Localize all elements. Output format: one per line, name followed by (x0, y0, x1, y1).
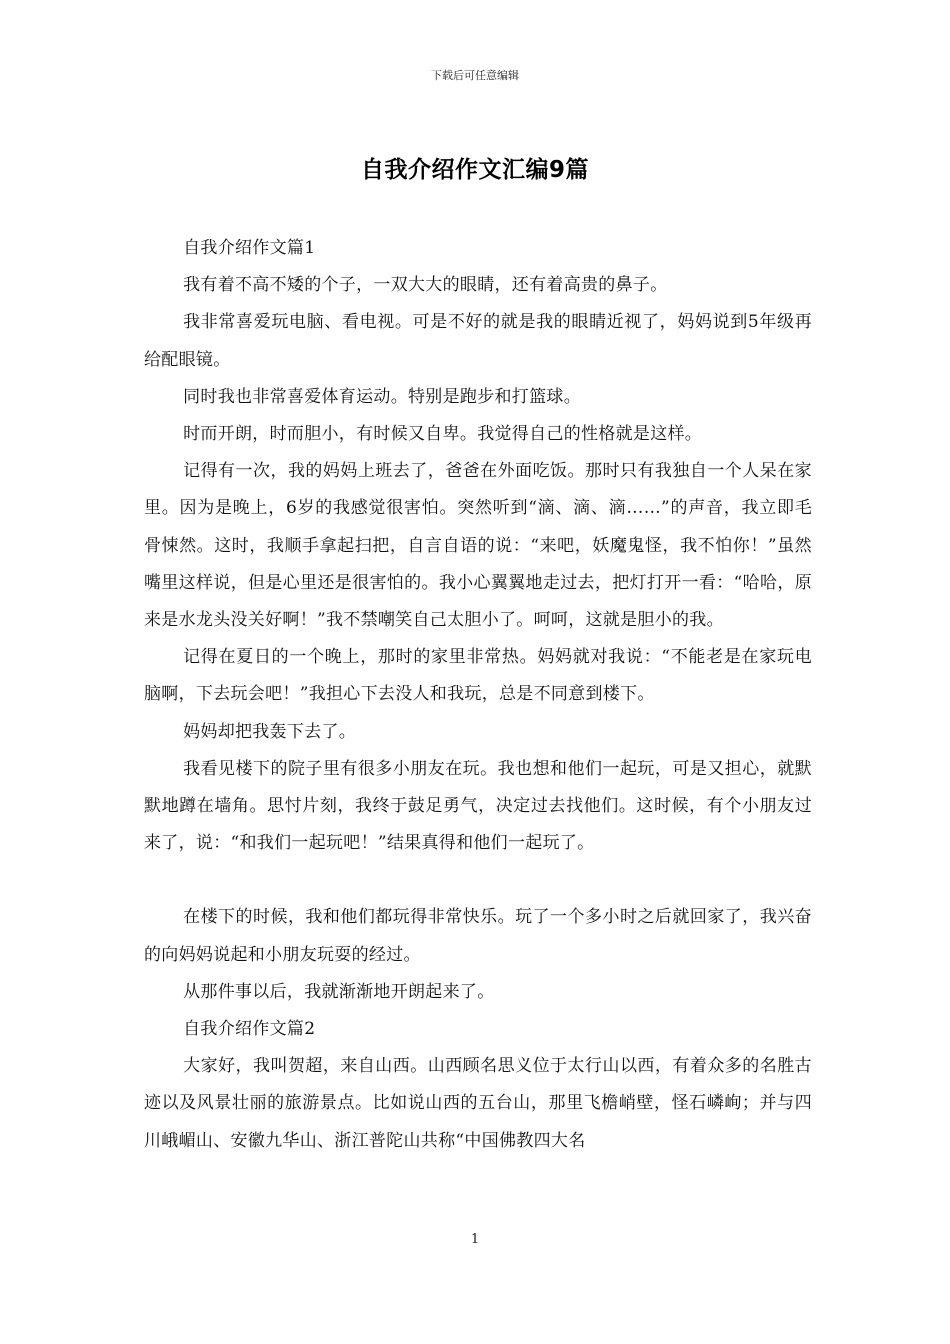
section-heading: 自我介绍作文篇2 (183, 1019, 316, 1040)
body-paragraph: 我有着不高不矮的个子，一双大大的眼睛，还有着高贵的鼻子。 (183, 275, 668, 296)
section-heading: 自我介绍作文篇1 (183, 238, 316, 258)
document-body (144, 230, 812, 1160)
body-paragraph: 我看见楼下的院子里有很多小朋友在玩。我也想和他们一起玩，可是又担心，就默默地蹲在墙角。思忖片刻，我终于鼓足勇气，决定过去找他们。这时候，有个小朋友过来了，说：“和我们一起玩吧！”结果真得和他们一起玩了。 (144, 758, 812, 854)
body-paragraph: 妈妈却把我轰下去了。 (183, 721, 357, 742)
body-paragraph: 记得在夏日的一个晚上，那时的家里非常热。妈妈就对我说：“不能老是在家玩电脑啊，下去玩会吧！”我担心下去没人和我玩，总是不同意到楼下。 (144, 647, 812, 705)
document-title: 自我介绍作文汇编9篇 (360, 157, 589, 183)
body-paragraph: 同时我也非常喜爱体育运动。特别是跑步和打篮球。 (183, 386, 581, 407)
page-number: 1 (470, 1232, 480, 1247)
body-paragraph: 时而开朗，时而胆小，有时候又自卑。我觉得自己的性格就是这样。 (183, 424, 703, 445)
body-paragraph: 在楼下的时候，我和他们都玩得非常快乐。玩了一个多小时之后就回家了，我兴奋的向妈妈说起和小朋友玩耍的经过。 (144, 907, 812, 965)
header-note: 下载后可任意编辑 (431, 69, 519, 82)
body-paragraph: 从那件事以后，我就渐渐地开朗起来了。 (183, 981, 495, 1002)
body-paragraph: 记得有一次，我的妈妈上班去了，爸爸在外面吃饭。那时只有我独自一个人呆在家里。因为是晚上，6岁的我感觉很害怕。突然听到“滴、滴、滴……”的声音，我立即毛骨悚然。这时，我顺手拿起扫把，自言自语的说：“来吧，妖魔鬼怪，我不怕你！”虽然嘴里这样说，但是心里还是很害怕的。我小心翼翼地走过去，把灯打开一看：“哈哈，原来是水龙头没关好啊！”我不禁嘲笑自己太胆小了。呵呵，这就是胆小的我。 (144, 461, 812, 631)
body-paragraph: 大家好，我叫贺超，来自山西。山西顾名思义位于太行山以西，有着众多的名胜古迹以及风景壮丽的旅游景点。比如说山西的五台山，那里飞檐峭壁，怪石嶙峋；并与四川峨嵋山、安徽九华山、浙江普陀山共称“中国佛教四大名 (144, 1056, 812, 1151)
body-paragraph: 我非常喜爱玩电脑、看电视。可是不好的就是我的眼睛近视了，妈妈说到5年级再给配眼镜。 (144, 312, 812, 370)
